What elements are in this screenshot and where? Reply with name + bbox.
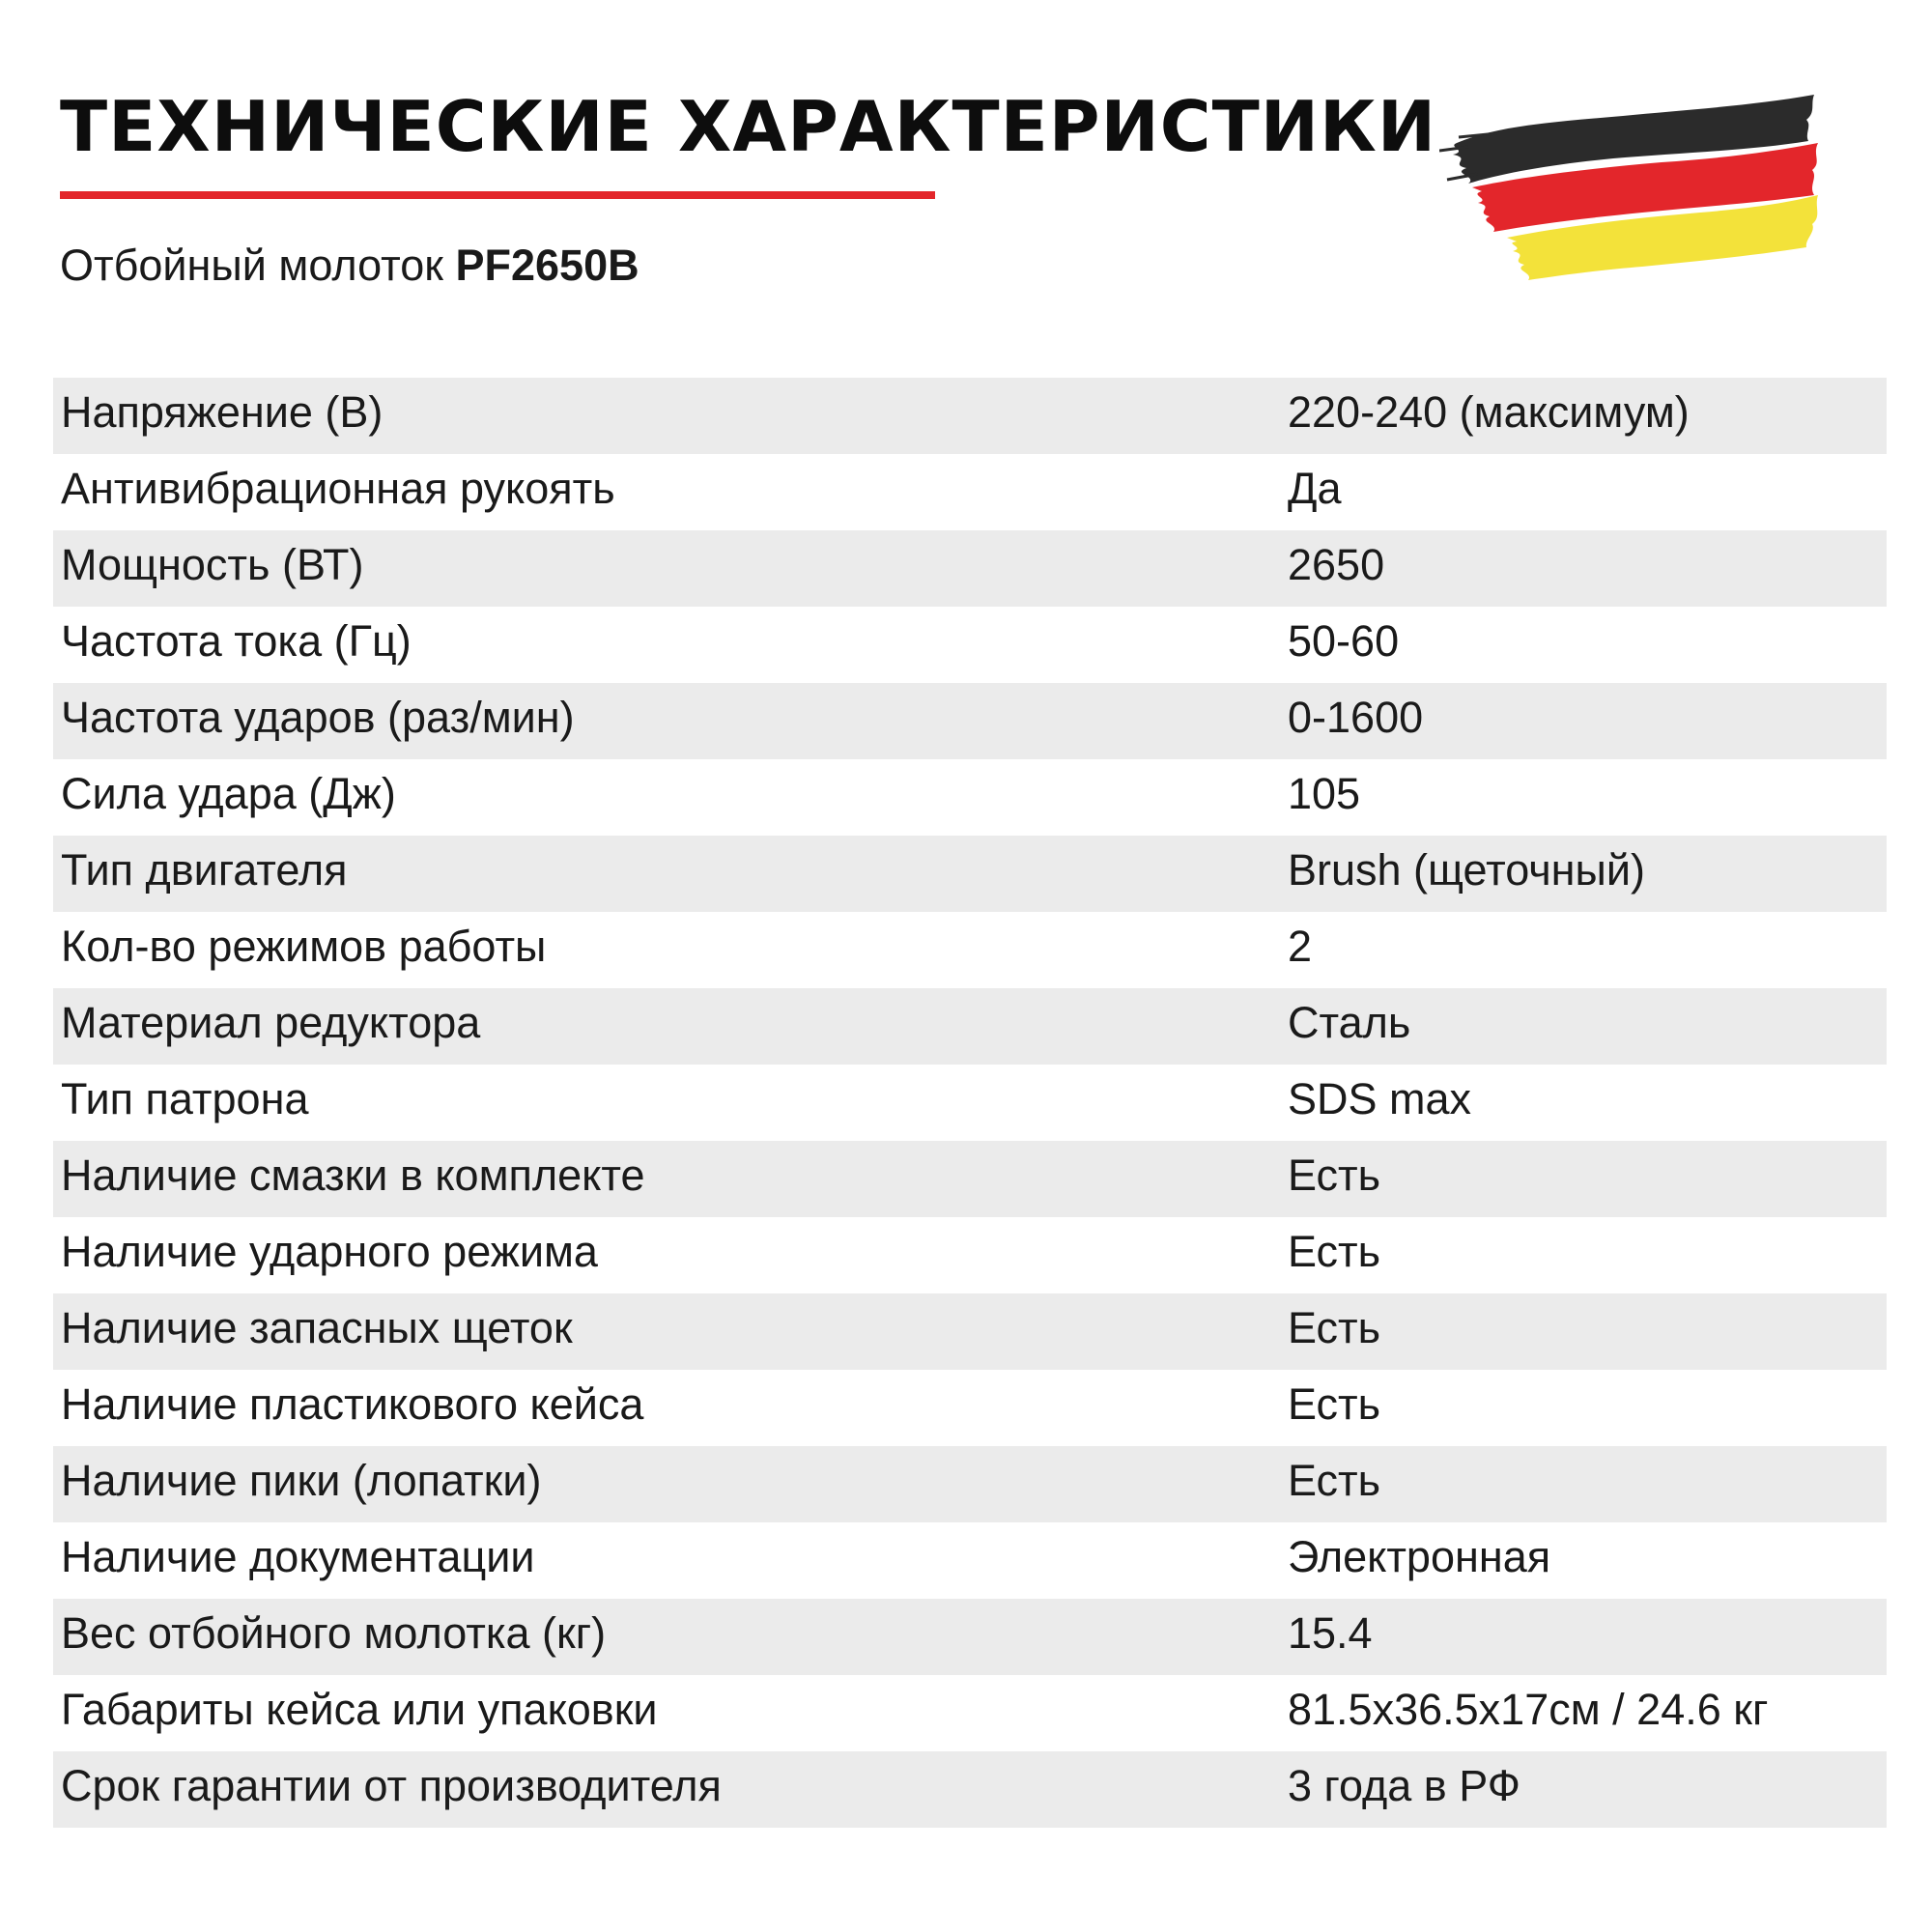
spec-row: [53, 1370, 1887, 1446]
title-underline: [60, 191, 935, 199]
spec-row: [53, 759, 1887, 836]
spec-name: Наличие документации: [61, 1532, 535, 1581]
spec-row: [53, 1751, 1887, 1828]
product-subtitle: [60, 238, 639, 294]
spec-row: [53, 1065, 1887, 1141]
product-model: PF2650B: [455, 241, 639, 290]
spec-name: Кол-во режимов работы: [61, 922, 547, 971]
spec-row: [53, 912, 1887, 988]
spec-value: Есть: [1288, 1151, 1381, 1200]
spec-row: [53, 683, 1887, 759]
spec-name: Частота тока (Гц): [61, 616, 412, 666]
spec-name: Наличие смазки в комплекте: [61, 1151, 645, 1200]
spec-value: 220-240 (максимум): [1288, 387, 1690, 437]
germany-flag-brush-icon: [1439, 87, 1826, 280]
spec-row: [53, 530, 1887, 607]
spec-value: 2650: [1288, 540, 1385, 589]
spec-name: Наличие ударного режима: [61, 1227, 598, 1276]
spec-value: Есть: [1288, 1379, 1381, 1429]
spec-value: 81.5x36.5x17см / 24.6 кг: [1288, 1685, 1769, 1734]
spec-name: Частота ударов (раз/мин): [61, 693, 575, 742]
spec-row: [53, 1217, 1887, 1293]
spec-value: 50-60: [1288, 616, 1400, 666]
spec-value: 0-1600: [1288, 693, 1424, 742]
spec-value: Есть: [1288, 1227, 1381, 1276]
spec-name: Срок гарантии от производителя: [61, 1761, 722, 1810]
spec-name: Наличие пластикового кейса: [61, 1379, 644, 1429]
spec-value: Сталь: [1288, 998, 1411, 1047]
product-type: Отбойный молоток: [60, 241, 456, 290]
spec-name: Наличие запасных щеток: [61, 1303, 573, 1352]
spec-row: [53, 378, 1887, 454]
spec-value: 15.4: [1288, 1608, 1373, 1658]
spec-row: [53, 1675, 1887, 1751]
spec-row: [53, 988, 1887, 1065]
spec-row: [53, 1293, 1887, 1370]
spec-value: SDS max: [1288, 1074, 1472, 1123]
spec-row: [53, 1141, 1887, 1217]
spec-name: Габариты кейса или упаковки: [61, 1685, 658, 1734]
spec-value: Есть: [1288, 1303, 1381, 1352]
specs-table: [53, 378, 1887, 1828]
spec-value: Да: [1288, 464, 1342, 513]
spec-value: 105: [1288, 769, 1361, 818]
spec-row: [53, 1522, 1887, 1599]
spec-name: Мощность (ВТ): [61, 540, 364, 589]
spec-name: Тип патрона: [61, 1074, 309, 1123]
spec-row: [53, 836, 1887, 912]
spec-row: [53, 1599, 1887, 1675]
spec-name: Вес отбойного молотка (кг): [61, 1608, 607, 1658]
spec-name: Тип двигателя: [61, 845, 348, 895]
spec-name: Наличие пики (лопатки): [61, 1456, 542, 1505]
spec-value: 3 года в РФ: [1288, 1761, 1520, 1810]
spec-name: Напряжение (В): [61, 387, 384, 437]
spec-value: 2: [1288, 922, 1313, 971]
spec-value: Brush (щеточный): [1288, 845, 1645, 895]
spec-row: [53, 607, 1887, 683]
page-title: ТЕХНИЧЕСКИЕ ХАРАКТЕРИСТИКИ: [60, 86, 1437, 167]
spec-name: Сила удара (Дж): [61, 769, 396, 818]
spec-row: [53, 454, 1887, 530]
spec-value: Электронная: [1288, 1532, 1551, 1581]
spec-name: Антивибрационная рукоять: [61, 464, 615, 513]
spec-name: Материал редуктора: [61, 998, 481, 1047]
spec-row: [53, 1446, 1887, 1522]
spec-value: Есть: [1288, 1456, 1381, 1505]
